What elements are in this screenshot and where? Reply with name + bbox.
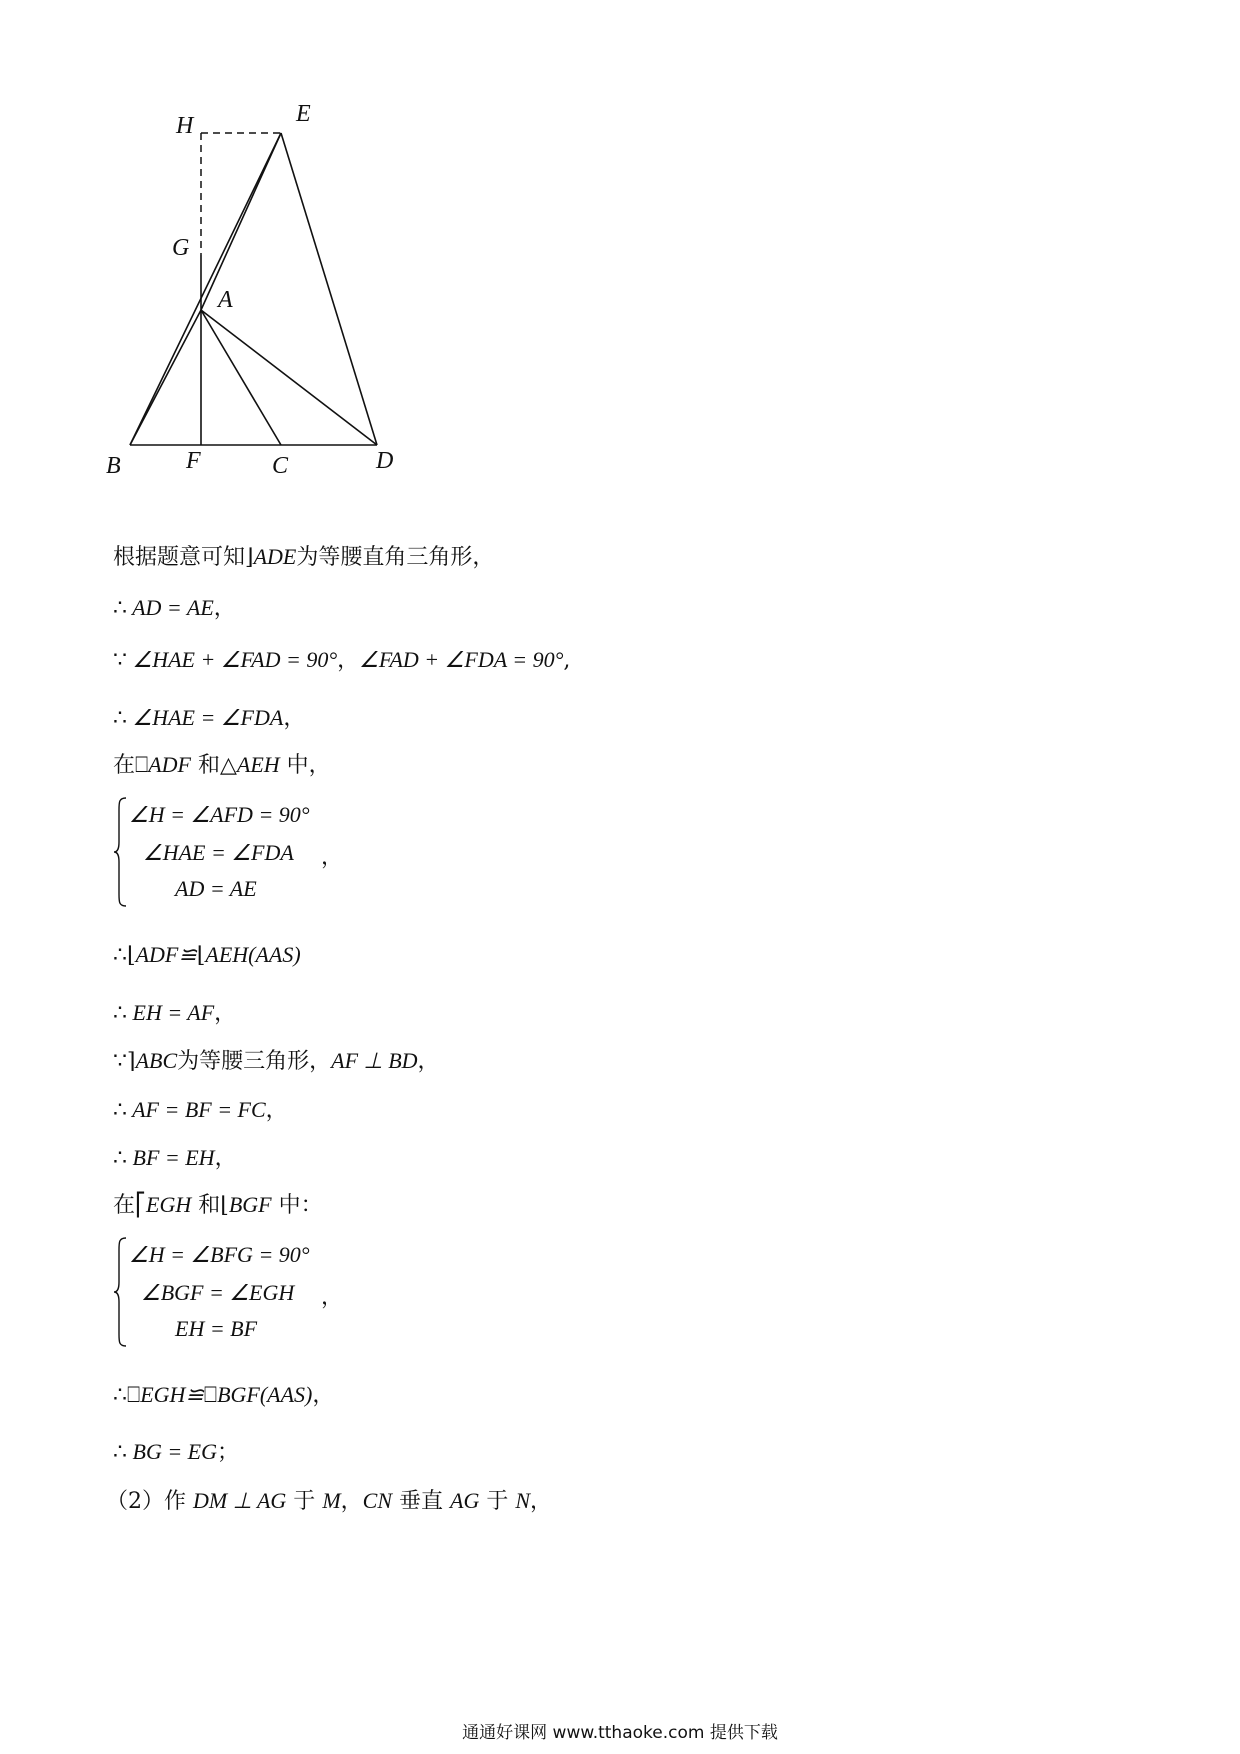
proof-line-11 xyxy=(113,1190,323,1221)
text: , xyxy=(563,648,571,673)
proof-line-7 xyxy=(113,998,236,1029)
text: 和 xyxy=(191,1193,221,1218)
label-D: D xyxy=(376,448,394,474)
text: ， xyxy=(213,596,236,621)
text: ， xyxy=(265,1098,288,1123)
therefore-symbol: ∴ xyxy=(113,1440,127,1465)
equation-row: ∠BGF = ∠EGH xyxy=(141,1280,295,1305)
label-H: H xyxy=(176,113,194,139)
label-B: B xyxy=(106,453,121,479)
math: EH = AF xyxy=(127,1000,215,1025)
text: 于 xyxy=(479,1489,516,1514)
text: 中： xyxy=(271,1193,323,1218)
text: 在 xyxy=(113,1193,136,1218)
text: 垂直 xyxy=(392,1489,451,1514)
math: AEH(AAS) xyxy=(205,942,301,967)
math: ∠FAD + ∠FDA = 90° xyxy=(359,647,564,672)
math: EGH xyxy=(146,1192,192,1217)
math: ∠HAE = ∠FDA xyxy=(127,705,284,730)
proof-line-1 xyxy=(113,542,494,573)
proof-line-10 xyxy=(113,1143,237,1174)
therefore-symbol: ∴ xyxy=(113,1383,127,1408)
text: ， xyxy=(321,845,344,870)
math: ADF xyxy=(148,752,191,777)
label-E: E xyxy=(296,101,311,127)
therefore-symbol: ∴ xyxy=(113,1001,127,1026)
text: ； xyxy=(217,1440,240,1465)
math: AEH xyxy=(236,752,280,777)
segment-BE xyxy=(130,133,281,445)
proof-line-12 xyxy=(113,1380,334,1411)
triangle-symbol: ⌊ xyxy=(196,943,206,968)
label-C: C xyxy=(272,453,289,479)
triangle-symbol: ⎕ xyxy=(203,1383,218,1408)
math: ABC xyxy=(135,1048,178,1073)
equation-row: ∠H = ∠BFG = 90° xyxy=(129,1242,310,1267)
math: BGF xyxy=(228,1192,272,1217)
triangle-symbol: ⌊ xyxy=(127,943,136,968)
text: ， xyxy=(214,1001,237,1026)
geometry-figure xyxy=(100,95,460,495)
therefore-symbol: ∴ xyxy=(113,706,127,731)
proof-line-14 xyxy=(106,1486,552,1517)
text: ， xyxy=(321,1285,344,1310)
segment-AB xyxy=(130,310,201,445)
triangle-symbol: ⌊ xyxy=(220,1193,229,1218)
text: ， xyxy=(214,1146,237,1171)
math: BGF(AAS) xyxy=(217,1382,313,1407)
math: DM ⊥ AG xyxy=(193,1488,287,1513)
proof-line-2 xyxy=(113,593,236,624)
segment-AC xyxy=(201,310,281,445)
therefore-symbol: ∴ xyxy=(113,596,127,621)
because-symbol: ∵ xyxy=(113,648,127,673)
equation-row: ∠H = ∠AFD = 90° xyxy=(129,802,310,827)
math: N xyxy=(515,1488,531,1513)
proof-line-6 xyxy=(113,940,301,971)
math: AG xyxy=(450,1488,480,1513)
therefore-symbol: ∴ xyxy=(113,1146,127,1171)
segment-AE xyxy=(201,133,281,310)
proof-line-3 xyxy=(113,645,570,676)
proof-line-13 xyxy=(113,1437,239,1468)
text: 为等腰直角三角形， xyxy=(296,545,495,570)
text: 中， xyxy=(279,753,331,778)
text: 于 xyxy=(286,1489,323,1514)
left-brace-icon xyxy=(113,796,127,908)
label-F: F xyxy=(186,448,201,474)
label-A: A xyxy=(218,287,233,313)
math: ∠HAE + ∠FAD = 90° xyxy=(127,647,338,672)
text: 为等腰三角形， xyxy=(177,1049,332,1074)
proof-line-9 xyxy=(113,1095,288,1126)
text: ， xyxy=(283,706,306,731)
proof-line-4 xyxy=(113,703,305,734)
therefore-symbol: ∴ xyxy=(113,1098,127,1123)
math: ADE xyxy=(253,544,297,569)
text: 根据题意可知 xyxy=(113,545,246,570)
because-symbol: ∵ xyxy=(113,1049,127,1074)
triangle-symbol: ⎕ xyxy=(127,1383,141,1408)
math: AF ⊥ BD xyxy=(331,1048,418,1073)
text: 在 xyxy=(113,753,136,778)
equation-row: EH = BF xyxy=(175,1316,258,1341)
triangle-symbol: ⌉ xyxy=(127,1049,136,1074)
triangle-symbol: ⎕ xyxy=(135,753,149,778)
math: M xyxy=(322,1488,341,1513)
math: BF = EH xyxy=(127,1145,215,1170)
math: ADF≌ xyxy=(135,942,197,967)
footer-watermark: 通通好课网 www.tthaoke.com 提供下载 xyxy=(462,1723,778,1743)
proof-line-5 xyxy=(113,750,331,781)
triangle-symbol: ⌋ xyxy=(245,545,254,570)
math: EGH≌ xyxy=(140,1382,204,1407)
text: ， xyxy=(417,1049,440,1074)
math: AF = BF = FC xyxy=(127,1097,266,1122)
math: CN xyxy=(362,1488,393,1513)
text: ， xyxy=(340,1489,363,1514)
triangle-symbol: ⎡ xyxy=(135,1193,147,1218)
text: ， xyxy=(312,1383,335,1408)
segment-AD xyxy=(201,310,377,445)
equation-row: ∠HAE = ∠FDA xyxy=(143,840,294,865)
segment-ED xyxy=(281,133,377,445)
text: （2）作 xyxy=(106,1489,193,1514)
text: 和△ xyxy=(190,753,237,778)
math: AD = AE xyxy=(127,595,214,620)
label-G: G xyxy=(172,235,190,261)
proof-line-8 xyxy=(113,1046,440,1077)
math: BG = EG xyxy=(127,1439,217,1464)
equation-row: AD = AE xyxy=(175,876,257,901)
left-brace-icon xyxy=(113,1236,127,1348)
text: ， xyxy=(337,648,360,673)
therefore-symbol: ∴ xyxy=(113,943,127,968)
text: ， xyxy=(530,1489,553,1514)
